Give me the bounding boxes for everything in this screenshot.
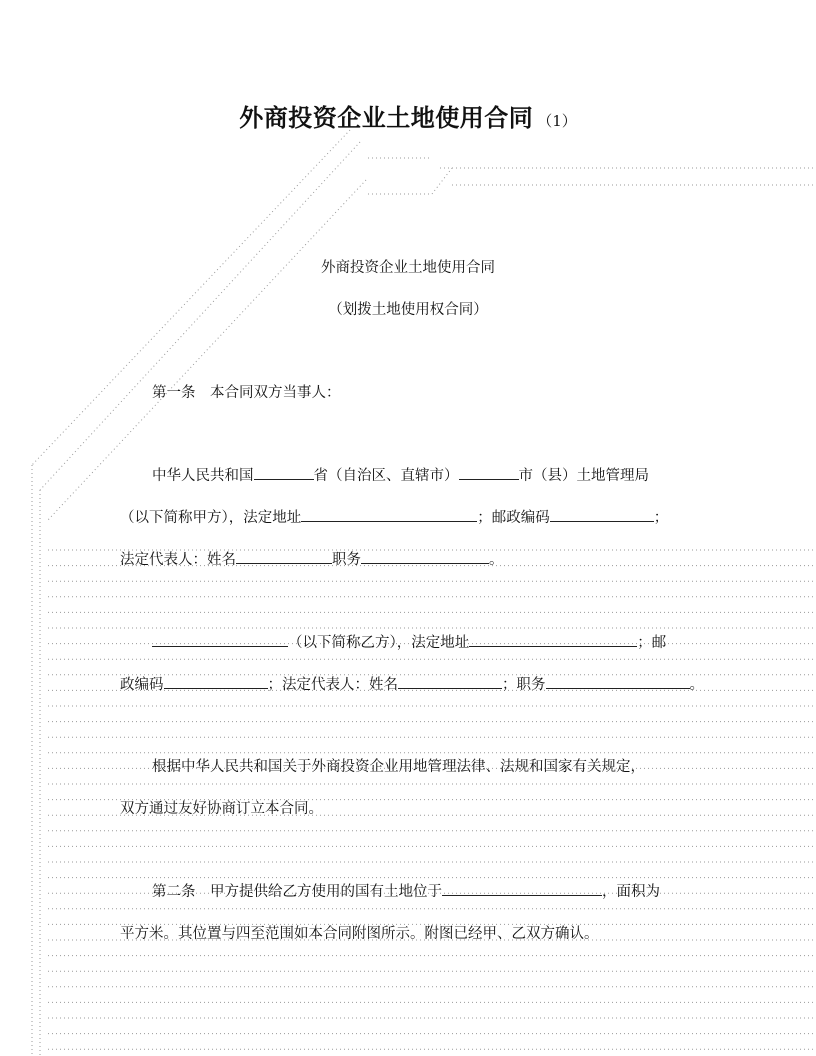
- land-bureau-label: 市（县）土地管理局: [518, 468, 649, 484]
- party-a-line-2-end: ；: [653, 510, 669, 526]
- province-label: 省（自治区、直辖市）: [313, 468, 459, 484]
- party-b-postcode-label-end: 政编码: [120, 677, 164, 693]
- party-a-rep-name-blank[interactable]: [236, 549, 332, 564]
- party-b-line-1: [152, 631, 666, 652]
- article-2-line-2: 平方米。其位置与四至范围如本合同附图所示。附图已经甲、乙双方确认。: [120, 926, 599, 942]
- party-a-position-label: 职务: [332, 552, 361, 568]
- party-a-line-3-end: 。: [489, 552, 504, 568]
- party-a-postcode-blank[interactable]: [550, 507, 654, 522]
- article-2-location-label: 第二条 甲方提供给乙方使用的国有土地位于: [152, 884, 442, 900]
- party-a-rep-name-label: 法定代表人：姓名: [120, 552, 236, 568]
- party-b-position-label: ；职务: [502, 677, 546, 693]
- party-b-position-blank[interactable]: [546, 674, 690, 689]
- party-b-line-2-end: 。: [689, 677, 704, 693]
- party-b-line-2: [120, 673, 704, 694]
- basis-line-1: 根据中华人民共和国关于外商投资企业用地管理法律、法规和国家有关规定，: [152, 759, 645, 775]
- party-a-address-label: （以下简称甲方），法定地址: [120, 510, 302, 526]
- main-title: 外商投资企业土地使用合同: [239, 103, 534, 132]
- title-suffix: （1）: [537, 112, 577, 130]
- party-b-address-label: （以下简称乙方），法定地址: [288, 635, 470, 651]
- party-a-address-blank[interactable]: [301, 507, 477, 522]
- province-blank[interactable]: [254, 465, 314, 480]
- party-a-line-2: [120, 506, 668, 527]
- subtitle-line-1: 外商投资企业土地使用合同: [321, 260, 495, 276]
- party-b-postcode-blank[interactable]: [164, 674, 268, 689]
- party-b-rep-name-label: ；法定代表人：姓名: [267, 677, 398, 693]
- land-location-blank[interactable]: [442, 881, 602, 896]
- article-1-heading: 第一条 本合同双方当事人：: [152, 385, 341, 401]
- dotted-diagonal: [432, 168, 452, 194]
- party-b-postcode-label-start: ；邮: [637, 635, 667, 651]
- party-a-postcode-label: ；邮政编码: [477, 510, 550, 526]
- party-b-address-blank[interactable]: [469, 632, 637, 647]
- area-label: ，面积为: [602, 884, 660, 900]
- document-title: [0, 98, 816, 133]
- city-blank[interactable]: [459, 465, 519, 480]
- party-a-line-3: [120, 548, 504, 569]
- party-a-country-label: 中华人民共和国: [152, 468, 254, 484]
- article-2-line-1: [152, 880, 660, 901]
- party-b-name-blank[interactable]: [152, 632, 288, 647]
- basis-line-2: 双方通过友好协商订立本合同。: [120, 801, 323, 817]
- dotted-horizontal-lines: [48, 158, 816, 1049]
- subtitle-line-2: （划拨土地使用权合同）: [328, 302, 488, 318]
- party-a-line-1: [152, 464, 649, 485]
- party-b-rep-name-blank[interactable]: [398, 674, 502, 689]
- party-a-position-blank[interactable]: [361, 549, 489, 564]
